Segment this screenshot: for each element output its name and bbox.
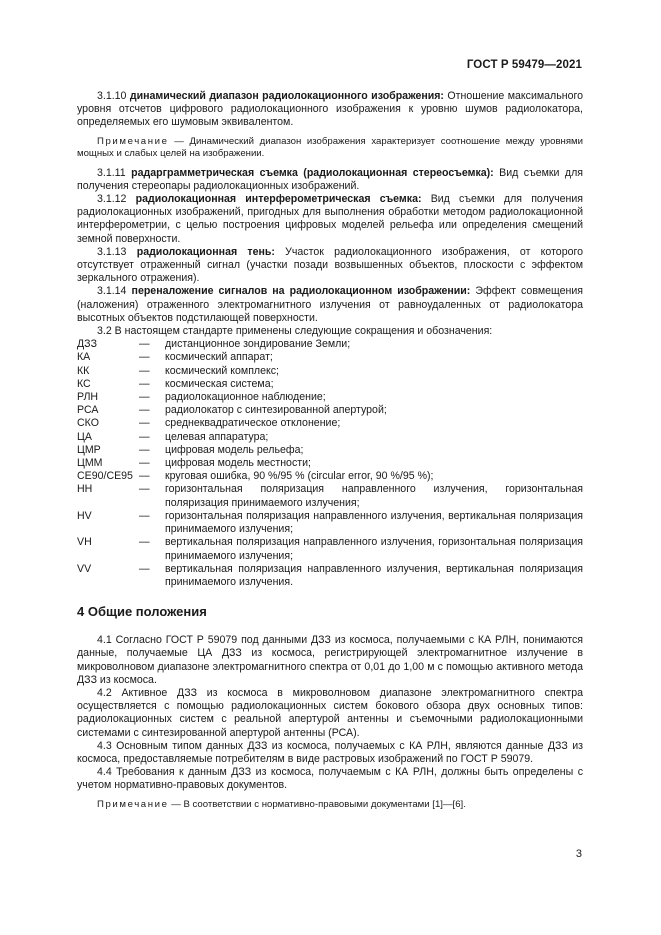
abbreviation-item: HV — горизонтальная поляризация направленного излучения, вертикальная поляризация принимаемого излучения; [77,509,583,536]
term: радиолокационная интерферометрическая съемка: [135,193,422,206]
abbreviation-item: ЦА — целевая аппаратура; [77,430,269,443]
definition-3-1-10: 3.1.10 динамический диапазон радиолокационного изображения: Отношение максимального уровня отсчетов цифрового радиолокационного изображения к уровню шумов радиолокатора, определяемых его шумовым эквивалентом. [77,90,583,129]
paragraph-4-2: 4.2 Активное ДЗЗ из космоса в микроволновом диапазоне электромагнитного спектра осуществляется с помощью радиолокационных систем бокового обзора двух основных типов: радиолокационных систем с реальной апертурой антенны и съемочными радиолокационными системами с синтезированной апертурой антенны (РСА). [77,686,583,739]
term: радарграмметрическая съемка (радиолокационная стереосъемка): [131,166,494,179]
note-label: Примечание [97,798,169,810]
note-label: Примечание [97,135,169,147]
abbreviation-item: ДЗЗ — дистанционное зондирование Земли; [77,338,351,351]
abbreviation-item: HH — горизонтальная поляризация направленного излучения, горизонтальная поляризация принимаемого излучения; [77,483,583,509]
paragraph-4-1: 4.1 Согласно ГОСТ Р 59079 под данными ДЗЗ из космоса, получаемыми с КА РЛН, понимаются данные, получаемые ЦА ДЗЗ из космоса, регистрирующей электромагнитное излучение в микроволновом диапазоне электромагнитного спектра от 0,01 до 1,00 м с помощью активного метода ДЗЗ из космоса. [77,634,583,686]
abbreviation-item: CE90/CE95 — круговая ошибка, 90 %/95 % (circular error, 90 %/95 %); [77,470,434,483]
abbreviation-item: КК — космический комплекс; [77,364,279,377]
paragraph-4-4: 4.4 Требования к данным ДЗЗ из космоса, получаемым с КА РЛН, должны быть определены с учетом нормативно-правовых документов. [77,766,583,792]
abbreviation-item: ЦМР — цифровая модель рельефа; [77,443,304,456]
definition-3-1-14: 3.1.14 переналожение сигналов на радиолокационном изображении: Эффект совмещения (наложения) отраженного электромагнитного излучения от равноудаленных от радиолокатора высотных объектов подстилающей поверхности. [77,285,584,324]
abbreviation-item: РСА — радиолокатор с синтезированной апертурой; [77,404,387,417]
abbreviations-list [77,338,583,589]
term: переналожение сигналов на радиолокационном изображении: [131,285,471,298]
abbreviation-item: СКО — среднеквадратическое отклонение; [77,417,341,430]
abbreviation-item: VH — вертикальная поляризация направленного излучения, горизонтальная поляризация принимаемого излучения; [77,536,583,562]
definition-3-1-11: 3.1.11 радарграмметрическая съемка (радиолокационная стереосъемка): Вид съемки для получения стереопары радиолокационных изображений. [77,166,583,192]
note-regulatory: Примечание — В соответствии с нормативно-правовыми документами [1]—[6]. [97,798,466,810]
abbreviation-item: КА — космический аппарат; [77,351,273,364]
abbreviations-intro: 3.2 В настоящем стандарте применены следующие сокращения и обозначения: [97,325,493,338]
section-title: 4 Общие положения [77,604,207,620]
term: радиолокационная тень: [136,245,275,258]
document-header: ГОСТ Р 59479—2021 [466,59,582,71]
abbreviation-item: ЦММ — цифровая модель местности; [77,457,311,470]
note-dynamic-range: Примечание — Динамический диапазон изображения характеризует соотношение между уровнями мощных и слабых целей на изображении. [77,135,583,159]
term: динамический диапазон радиолокационного изображения: [129,90,444,102]
abbreviation-item: КС — космическая система; [77,377,274,390]
definition-3-1-12: 3.1.12 радиолокационная интерферометрическая съемка: Вид съемки для получения радиолокационных изображений, пригодных для выполнения обработки методом радиолокационной интерферометрии, с целью построения цифровых моделей рельефа или определения смещений земной поверхности. [77,193,583,245]
page-content [77,90,583,818]
abbreviation-item: РЛН — радиолокационное наблюдение; [77,391,326,404]
definition-3-1-13: 3.1.13 радиолокационная тень: Участок радиолокационного изображения, от которого отсутствует отраженный сигнал (участки позади возвышенных объектов, плоскости с эффектом зеркального отражения). [77,245,584,285]
abbreviation-item: VV — вертикальная поляризация направленного излучения, вертикальная поляризация принимаемого излучения. [77,562,583,588]
page-number: 3 [575,848,582,860]
paragraph-4-3: 4.3 Основным типом данных ДЗЗ из космоса, получаемых с КА РЛН, являются данные ДЗЗ из космоса, предоставляемые потребителям в виде растровых изображений по ГОСТ Р 59079. [77,739,583,765]
